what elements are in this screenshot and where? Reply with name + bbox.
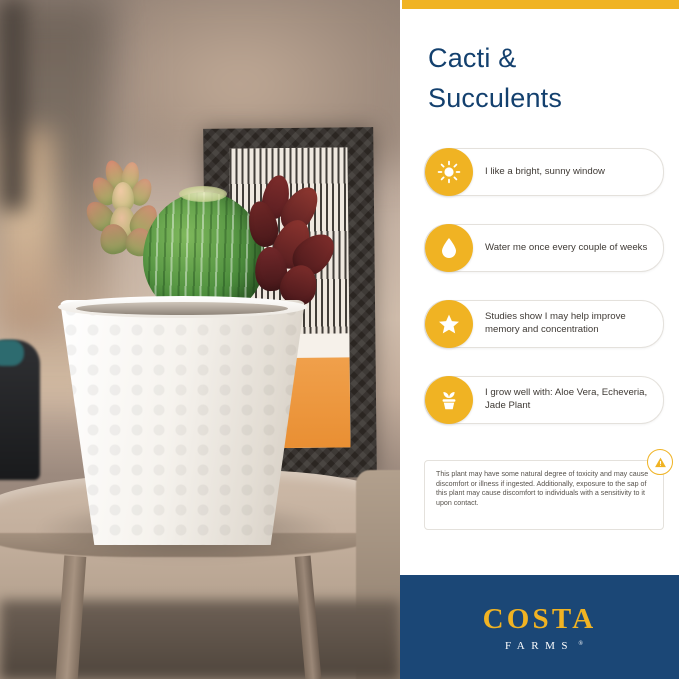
care-card-water-text: Water me once every couple of weeks: [485, 241, 648, 253]
pot-rim-inner: [76, 302, 288, 315]
care-card-list: [424, 148, 664, 452]
title-line-1: Cacti &: [428, 43, 517, 73]
brand-subname: [505, 639, 583, 652]
pot-texture: [60, 300, 305, 545]
water-drop-icon: [425, 224, 473, 272]
care-card-light-text: I like a bright, sunny window: [485, 165, 605, 177]
toxicity-disclaimer-text: This plant may have some natural degree of toxicity and may cause discomfort or illness if ingested. Additionally, exposure to the sap of this plant may cause discomfort to individuals with a sensitivity to it upon contact.: [436, 470, 649, 507]
toxicity-disclaimer: [424, 460, 664, 530]
gold-accent-bar: [402, 0, 679, 9]
white-ceramic-pot: [60, 300, 305, 545]
care-card-companions-text: I grow well with: Aloe Vera, Echeveria, Jade Plant: [485, 387, 648, 411]
brand-trademark: ®: [578, 640, 583, 647]
care-card-companions: [424, 376, 664, 424]
page-title: [428, 38, 668, 118]
warning-icon: [647, 449, 673, 475]
brand-subname-text: FARMS: [505, 639, 574, 652]
cactus-crown: [179, 186, 227, 202]
brand-name: COSTA: [482, 602, 597, 635]
brand-footer: [400, 575, 679, 679]
care-card-benefit-text: Studies show I may help improve memory and concentration: [485, 311, 626, 335]
title-line-2: Succulents: [428, 83, 563, 113]
care-card-water: [424, 224, 664, 272]
care-card-benefit: [424, 300, 664, 348]
star-icon: [425, 300, 473, 348]
succulent-red: [245, 175, 335, 305]
background-teal-object: [0, 340, 24, 366]
background-dark-edge: [0, 0, 26, 210]
sun-icon: [425, 148, 473, 196]
care-card-light: [424, 148, 664, 196]
potted-plant-icon: [425, 376, 473, 424]
